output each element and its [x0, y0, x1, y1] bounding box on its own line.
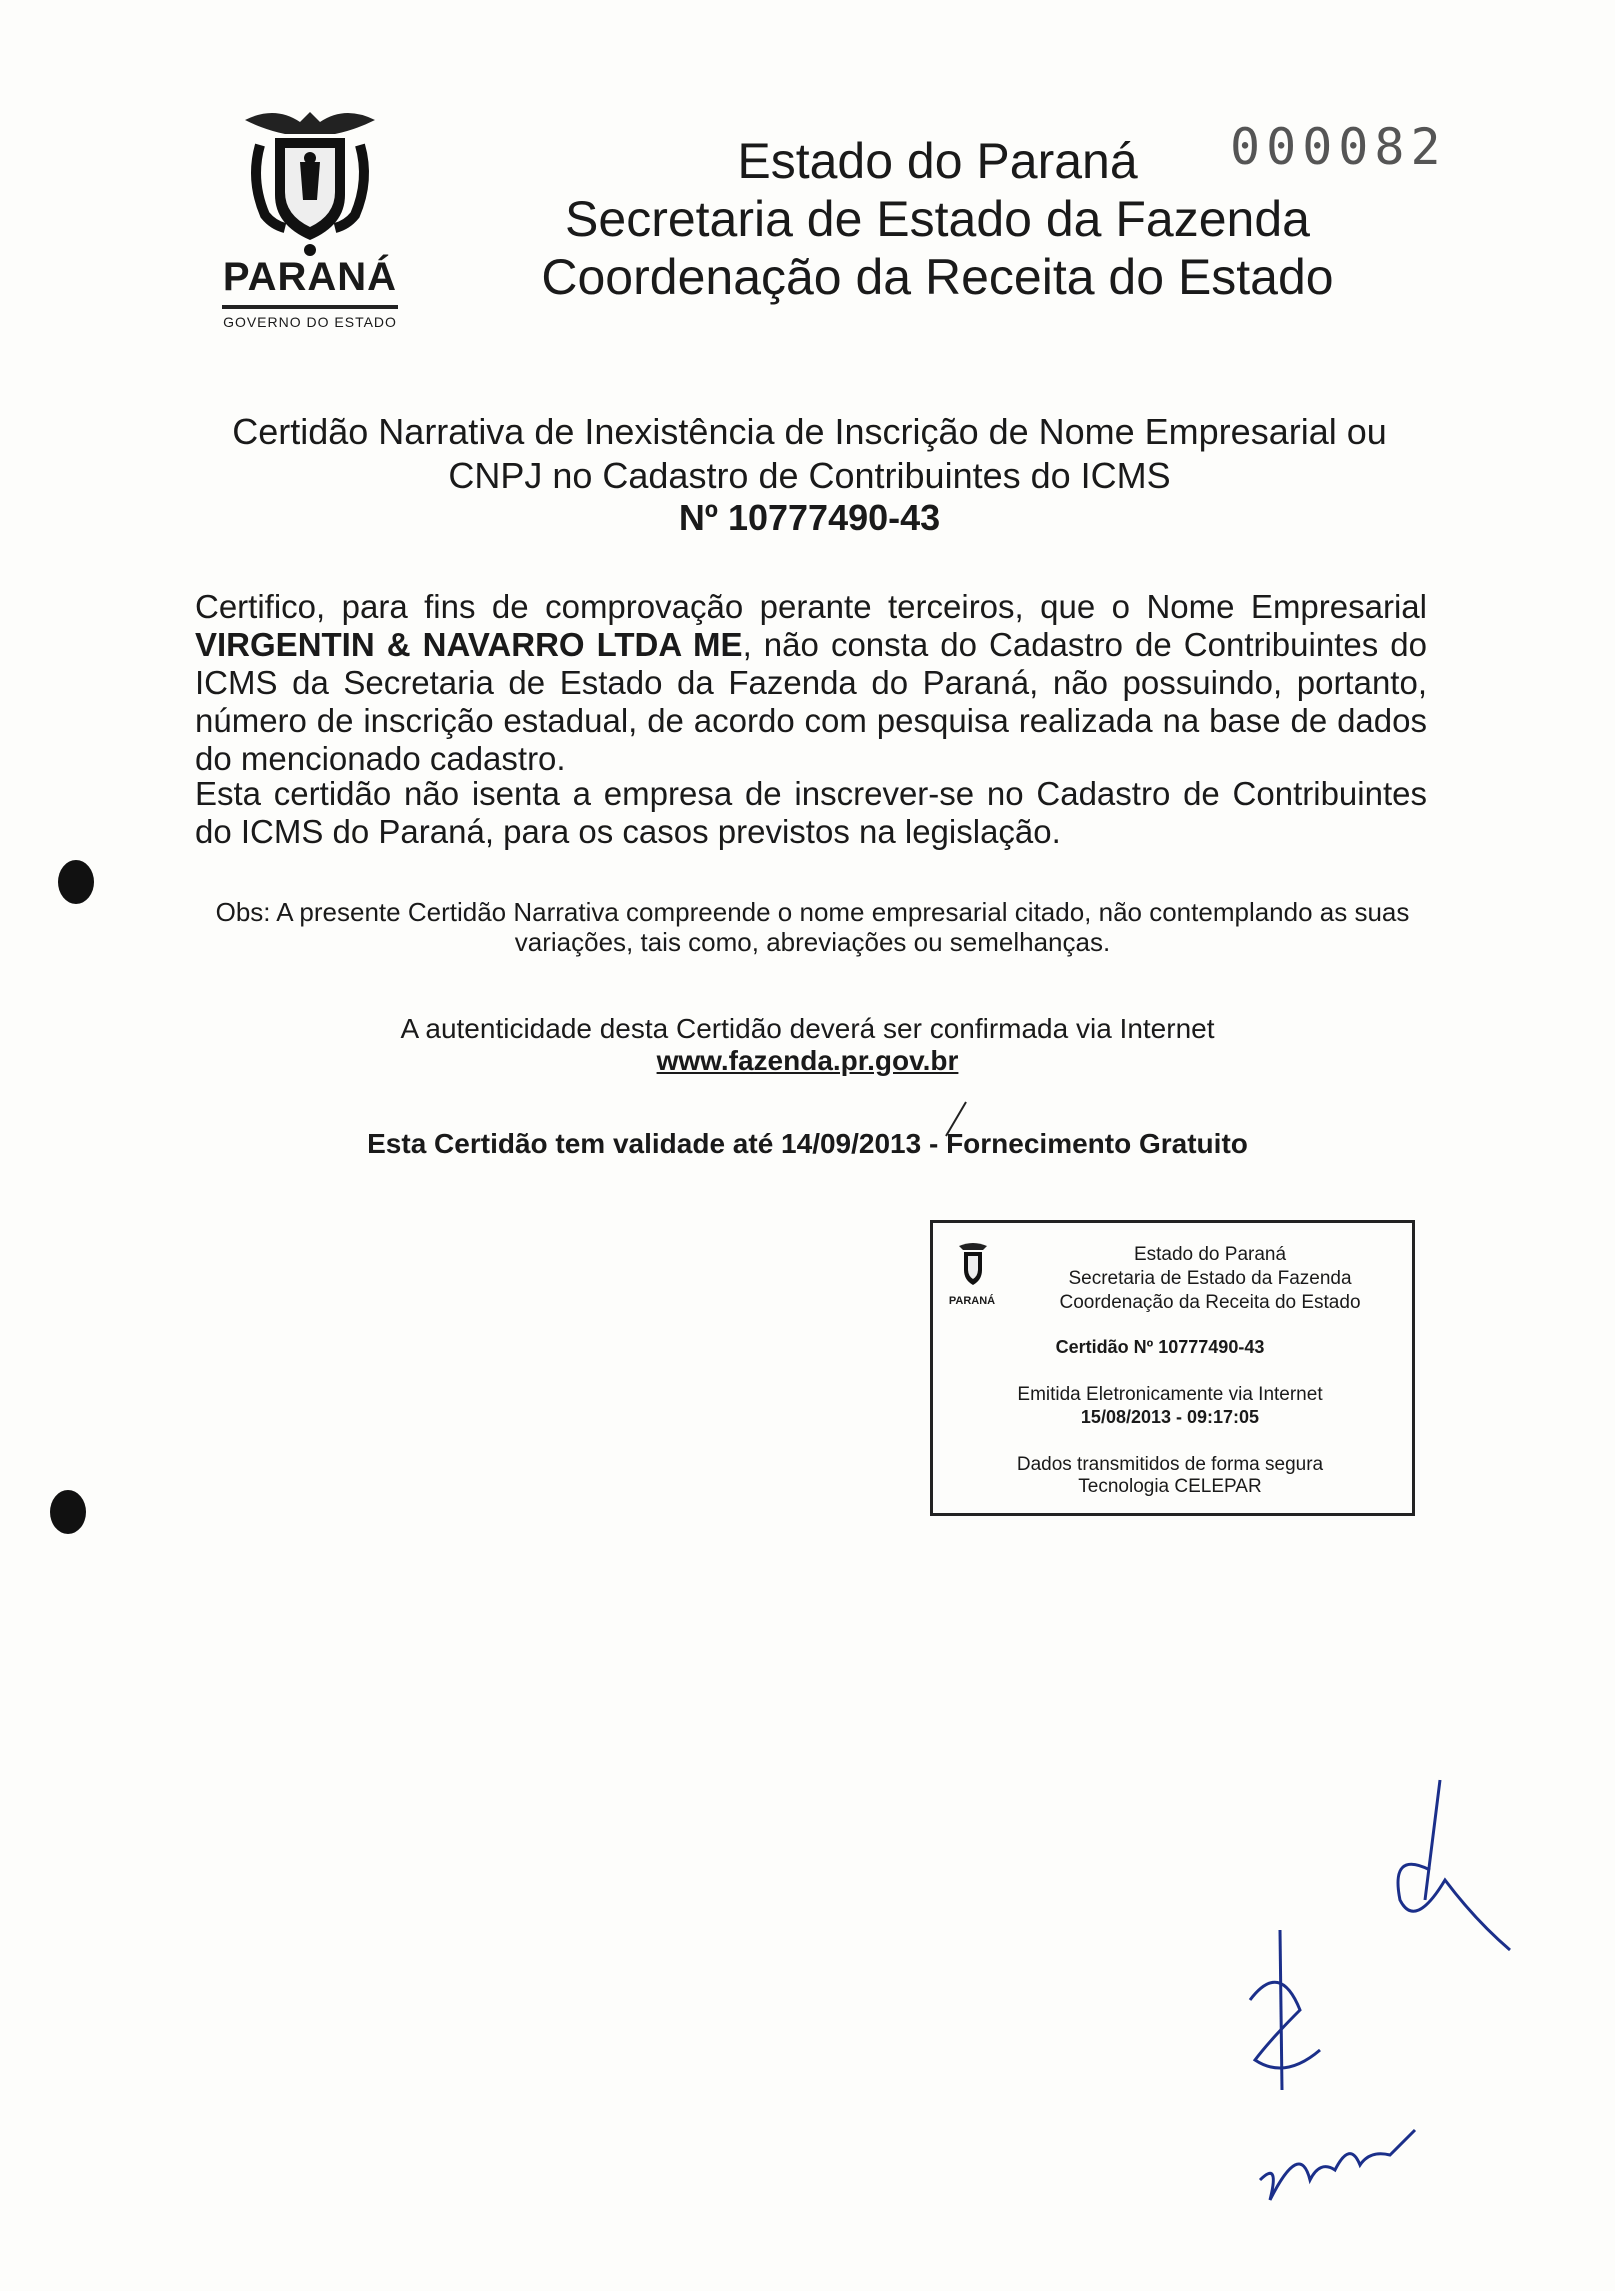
- logo-wordmark: PARANÁ: [222, 255, 398, 299]
- body-paragraph-2: Esta certidão não isenta a empresa de inscrever-se no Cadastro de Contribuintes do ICMS do Paraná, para os casos previstos na legislação.: [195, 775, 1427, 850]
- header-secretariat: Secretaria de Estado da Fazenda: [565, 191, 1310, 247]
- certificate-number: Nº 10777490-43: [678, 497, 941, 538]
- seal-certificate-number: Certidão Nº 10777490-43: [1055, 1337, 1265, 1357]
- seal-coordination: Coordenação da Receita do Estado: [1059, 1292, 1361, 1313]
- authenticity-text: A autenticidade desta Certidão deverá ser confirmada via Internet: [400, 1013, 1215, 1044]
- observation-note: Obs: A presente Certidão Narrativa compreende o nome empresarial citado, não contemplando as suas variações, tais como, abreviações ou semelhanças.: [215, 897, 1410, 957]
- punch-hole-bottom: [50, 1490, 86, 1534]
- company-name: VIRGENTIN & NAVARRO LTDA ME: [195, 626, 743, 663]
- validity-line: Esta Certidão tem validade até 14/09/2013 - Fornecimento Gratuito: [367, 1128, 1248, 1159]
- seal-emitted: Emitida Eletronicamente via Internet: [1017, 1384, 1323, 1405]
- seal-datetime: 15/08/2013 - 09:17:05: [1080, 1407, 1260, 1427]
- seal-state: Estado do Paraná: [1133, 1244, 1287, 1265]
- header-state: Estado do Paraná: [737, 133, 1138, 189]
- pen-tick-mark: [940, 1100, 970, 1140]
- handwritten-initials-signature: [1240, 1760, 1540, 2220]
- seal-secretariat: Secretaria de Estado da Fazenda: [1068, 1268, 1352, 1289]
- logo-subtitle: GOVERNO DO ESTADO: [223, 314, 397, 330]
- doc-title-line1: Certidão Narrativa de Inexistência de Inscrição de Nome Empresarial ou: [232, 411, 1387, 452]
- doc-title-line2: CNPJ no Cadastro de Contribuintes do ICMS: [448, 455, 1171, 496]
- page-number-stamp: 000082: [1230, 118, 1447, 176]
- seal-secure-text: Dados transmitidos de forma segura: [1016, 1454, 1324, 1475]
- seal-coat-of-arms-icon: [955, 1240, 991, 1290]
- body-paragraph-1: [195, 588, 1427, 778]
- seal-technology: Tecnologia CELEPAR: [1078, 1476, 1262, 1497]
- seal-logo-wordmark: PARANÁ: [948, 1295, 996, 1307]
- header-coordination: Coordenação da Receita do Estado: [541, 249, 1334, 305]
- punch-hole-top: [58, 860, 94, 904]
- authenticity-link[interactable]: www.fazenda.pr.gov.br: [656, 1045, 959, 1076]
- p1-end: , não consta do Cadastro de Contribuintes do ICMS da Secretaria de Estado da Fazenda do Paraná, não possuindo, portanto, número de inscrição estadual, de acordo com pesquisa realizada na base de dados do mencionado cadastro.: [195, 626, 1427, 777]
- p1-start: Certifico, para fins de comprovação perante terceiros, que o Nome Empresarial: [195, 588, 1427, 625]
